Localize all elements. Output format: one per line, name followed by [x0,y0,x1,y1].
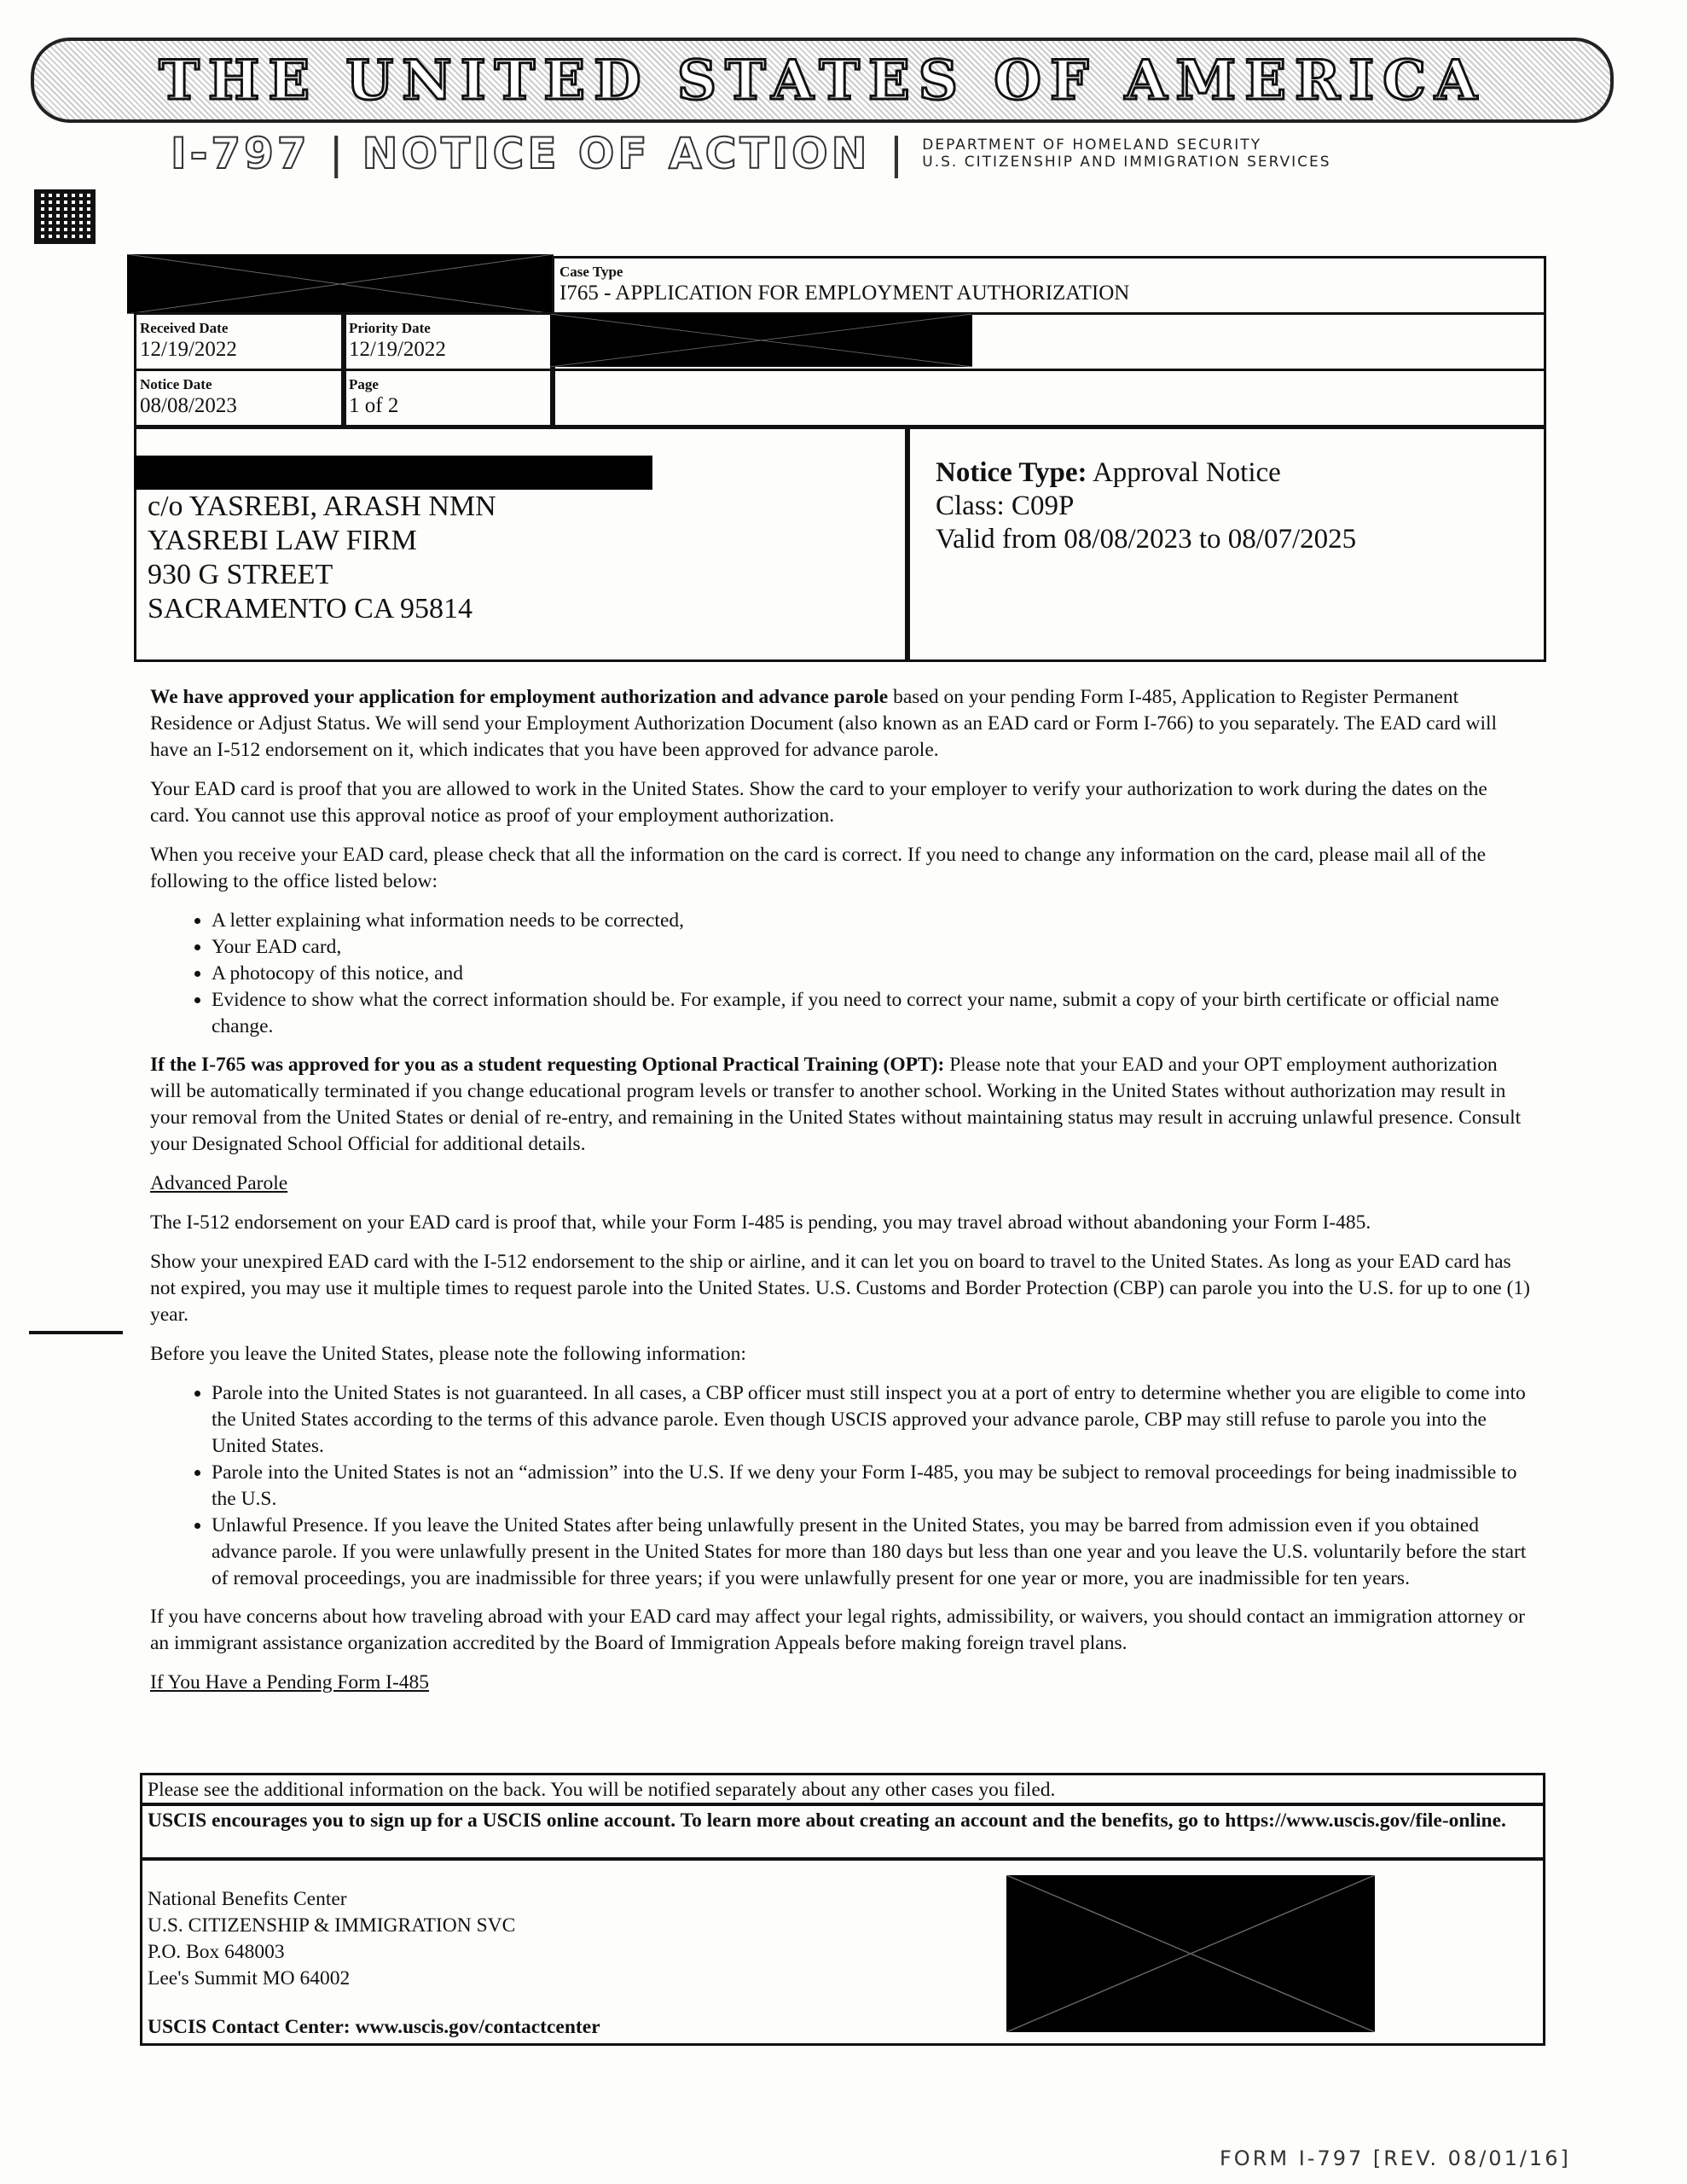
p4-bold: If the I-765 was approved for you as a student requesting Optional Practical Training (OPT): [150,1054,945,1076]
address-line: YASREBI LAW FIRM [148,525,417,556]
received-date-label: Received Date [140,320,229,336]
office-line: P.O. Box 648003 [148,1941,285,1963]
notice-body [150,684,1532,1709]
case-type-label: Case Type [559,264,623,280]
notice-type-label: Notice Type: [936,457,1087,488]
form-title-line [171,128,1331,179]
p8-text: If you have concerns about how traveling abroad with your EAD card may affect your legal rights, admissibility, or waivers, you should contact an immigration attorney or an immigrant assistance organization accredited by the Board of Immigration Appeals before making foreign travel plans. [150,1606,1525,1654]
notice-type-info [936,456,1356,556]
p3-text: When you receive your EAD card, please check that all the information on the card is correct. If you need to change any information on the card, please mail all of the following to the office listed below: [150,844,1487,892]
footer-note2: USCIS encourages you to sign up for a USCIS online account. To learn more about creating an account and the benefits, go to https://www.uscis.gov/file-online. [148,1809,1506,1832]
notice-type-value: Approval Notice [1092,457,1281,488]
office-line: U.S. CITIZENSHIP & IMMIGRATION SVC [148,1914,516,1937]
form-title: NOTICE OF ACTION [362,129,871,178]
valid-line: Valid from 08/08/2023 to 08/07/2025 [936,524,1357,555]
p4-text: Please note that your EAD and your OPT employment authorization will be automatically terminated if you change educational program levels or transfer to another school. Working in the United States without authorization may result in your removal from the United States or denial of re-entry, and remaining in the United States without maintaining status may result in accruing unlawful presence. Consult your Designated School Official for additional details. [150,1054,1522,1155]
footer-note1: Please see the additional information on the back. You will be notified separately about any other cases you filed. [148,1779,1056,1801]
mailing-address [148,490,496,626]
header-banner [31,38,1614,123]
parole-notes-list [150,1380,1532,1592]
dept-line2: U.S. CITIZENSHIP AND IMMIGRATION SERVICES [922,154,1331,171]
received-date-value: 12/19/2022 [140,338,237,361]
margin-mark [29,1331,123,1334]
class-line: Class: C09P [936,491,1075,521]
redacted-block [550,314,972,367]
p5-text: The I-512 endorsement on your EAD card is proof that, while your Form I-485 is pending, you may travel abroad without abandoning your Form I-485. [150,1211,1371,1234]
p1-text: based on your pending Form I-485, Application to Register Permanent Residence or Adjust Status. We will send your Employment Authorization Document (also known as an EAD card or Form I-766) to you separately. The EAD card will have an I-512 endorsement on it, which indicates that you have been approved for advance parole. [150,686,1498,761]
list-item: • Evidence to show what the correct information should be. For example, if you need to correct your name, submit a copy of your birth certificate or official name change. [212,987,1532,1040]
contact-center: USCIS Contact Center: www.uscis.gov/contactcenter [148,2016,600,2038]
case-type-value: I765 - APPLICATION FOR EMPLOYMENT AUTHORIZATION [559,282,1130,305]
dept-line1: DEPARTMENT OF HOMELAND SECURITY [922,136,1262,154]
address-line: 930 G STREET [148,559,333,590]
barcode-icon [34,189,96,244]
priority-date-label: Priority Date [349,320,431,336]
p7-text: Before you leave the United States, please note the following information: [150,1343,746,1365]
redacted-block [134,456,652,490]
correction-list [150,908,1532,1040]
page-cell [341,369,555,427]
pending-i485-heading: If You Have a Pending Form I-485 [150,1671,430,1693]
online-account-note [140,1804,1545,1860]
p2-text: Your EAD card is proof that you are allowed to work in the United States. Show the card to your employer to verify your authorization to work during the dates on the card. You cannot use this approval notice as proof of your employment authorization. [150,778,1487,827]
priority-date-value: 12/19/2022 [349,338,446,361]
list-item: • A photocopy of this notice, and [212,961,1532,987]
list-item: • Your EAD card, [212,934,1532,961]
list-item: • Parole into the United States is not an “admission” into the U.S. If we deny your Form I-485, you may be subject to removal proceedings for being inadmissible to the U.S. [212,1460,1532,1513]
redacted-block [1006,1875,1375,2032]
row3-right-cell [550,369,1546,427]
page-value: 1 of 2 [349,394,399,417]
title-separator: | [328,129,344,178]
list-item: • Parole into the United States is not guaranteed. In all cases, a CBP officer must still inspect you at a port of entry to determine whether you are eligible to come into the United States according to the terms of this advance parole. Even though USCIS approved your advance parole, CBP may still refuse to parole you into the United States. [212,1380,1532,1460]
received-date-cell [134,312,346,371]
list-item: • A letter explaining what information needs to be corrected, [212,908,1532,934]
form-revision: FORM I-797 [REV. 08/01/16] [1220,2146,1571,2170]
address-line: SACRAMENTO CA 95814 [148,593,472,624]
redacted-block [127,254,554,314]
address-line: c/o YASREBI, ARASH NMN [148,491,496,522]
additional-info-note [140,1773,1545,1805]
advanced-parole-heading: Advanced Parole [150,1172,288,1194]
title-separator: | [889,129,904,178]
form-number: I-797 [171,129,310,178]
notice-date-cell [134,369,346,427]
office-line: National Benefits Center [148,1888,347,1910]
priority-date-cell [341,312,555,371]
p1-bold: We have approved your application for employment authorization and advance parole [150,686,889,708]
banner-text: THE UNITED STATES OF AMERICA [159,48,1486,113]
notice-date-label: Notice Date [140,376,212,392]
office-line: Lee's Summit MO 64002 [148,1967,351,1989]
department-name [922,136,1330,171]
p6-text: Show your unexpired EAD card with the I-512 endorsement to the ship or airline, and it can let you on board to travel to the United States. As long as your EAD card has not expired, you may use it multiple times to request parole into the United States. U.S. Customs and Border Protection (CBP) can parole you into the U.S. for up to one (1) year. [150,1251,1530,1326]
notice-date-value: 08/08/2023 [140,394,237,417]
page-label: Page [349,376,379,392]
list-item: • Unlawful Presence. If you leave the United States after being unlawfully present in the United States, you may be barred from admission even if you obtained advance parole. If you were unlawfully present in the United States for more than 180 days but less than one year and you leave the U.S. voluntarily before the start of removal proceedings, you are inadmissible for three years; if you were unlawfully present for one year or more, you are inadmissible for ten years. [212,1513,1532,1592]
case-type-cell [552,256,1546,315]
